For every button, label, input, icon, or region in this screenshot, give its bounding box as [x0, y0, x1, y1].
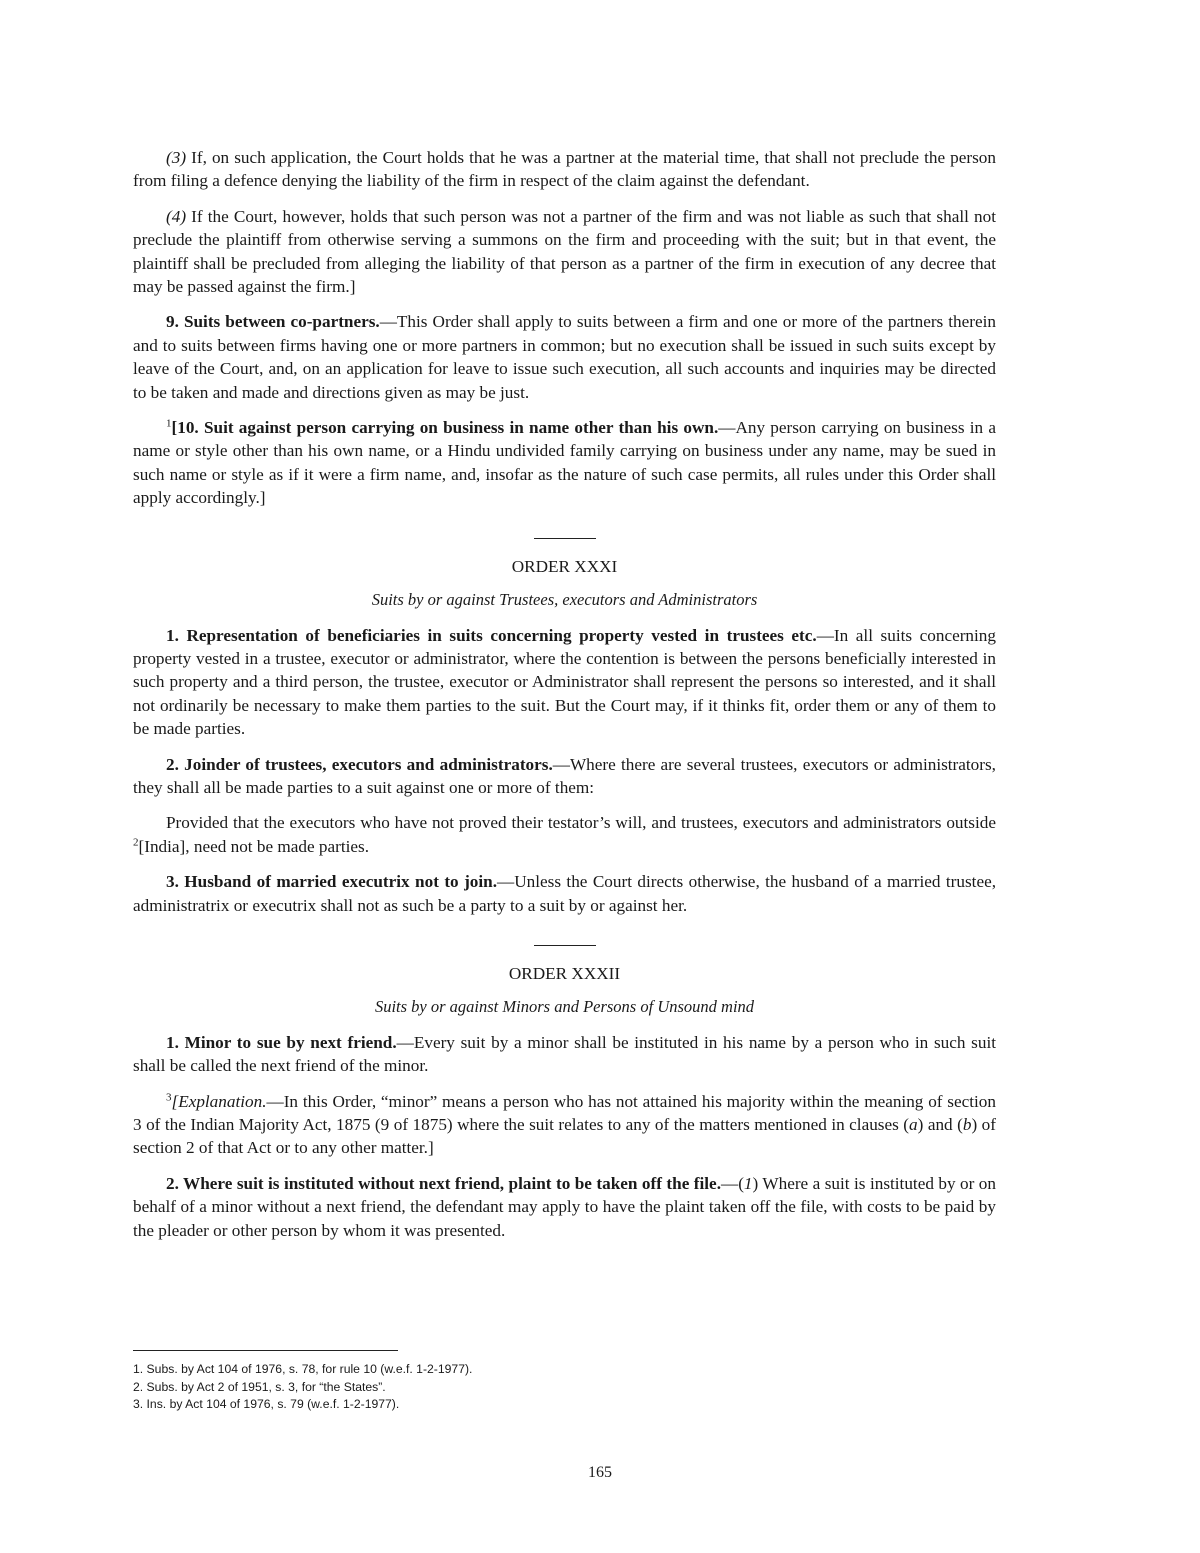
proviso-text: Provided that the executors who have not proved their testator’s will, and trustees, executors and administrators outside: [166, 813, 996, 833]
paragraph-3: [133, 146, 996, 193]
order31-rule-2: [133, 753, 996, 800]
rule-heading: 2. Where suit is instituted without next friend, plaint to be taken off the file.: [166, 1173, 721, 1193]
rule-heading: 1. Representation of beneficiaries in suits concerning property vested in trustees etc.: [166, 625, 817, 645]
rule-dash: —(: [721, 1173, 744, 1193]
order32-rule-1: [133, 1031, 996, 1078]
rule-heading: 3. Husband of married executrix not to join.: [166, 872, 498, 892]
order-subtitle: Suits by or against Minors and Persons of Unsound mind: [374, 997, 755, 1017]
rule-text: —Any person carrying on business in a name or style other than his own name, or a Hindu undivided family carrying on business under any name, may be sued in such name or style as if it were a firm name, and, insofar as the nature of such case permits, all rules under this Order shall apply accordingly.]: [133, 418, 996, 508]
page-number: 165: [588, 1464, 612, 1481]
footnote-2: 2. Subs. by Act 2 of 1951, s. 3, for “the States”.: [133, 1379, 386, 1394]
paragraph-text: If, on such application, the Court holds that he was a partner at the material time, that shall not preclude the person from filing a defence denying the liability of the firm in respect of the claim against the defendant.: [133, 148, 996, 191]
order32-rule-2: [133, 1172, 996, 1242]
rule-heading: 2. Joinder of trustees, executors and administrators.: [166, 754, 553, 774]
explanation-label: [Explanation.: [171, 1091, 267, 1111]
footnote-rule: [133, 1350, 398, 1351]
rule-text: —Unless the Court directs otherwise, the husband of a married trustee, administratrix or executrix shall not as such be a party to a suit by or against her.: [133, 872, 996, 915]
proviso-text: [India], need not be made parties.: [138, 836, 370, 856]
rule-text: —Every suit by a minor shall be instituted in his name by a person who in such suit shall be called the next friend of the minor.: [133, 1032, 996, 1076]
order-title: ORDER XXXI: [511, 556, 618, 576]
footnote-ref: 2: [133, 836, 139, 849]
rule-heading: 9. Suits between co-partners.: [166, 312, 380, 332]
order-title: ORDER XXXII: [508, 963, 621, 983]
sub-rule-number: (4): [166, 206, 187, 226]
section-divider: [534, 538, 596, 539]
sub-rule-number: (3): [166, 148, 187, 167]
order31-proviso: [133, 811, 996, 858]
order31-rule-1: [133, 624, 996, 741]
explanation-text: ) of section 2 of that Act or to any other matter.]: [133, 1115, 996, 1158]
explanation-text: ) and (: [917, 1115, 963, 1134]
order-subtitle: Suits by or against Trustees, executors and Administrators: [371, 590, 758, 610]
rule-text: ) Where a suit is instituted by or on behalf of a minor without a next friend, the defendant may apply to have the plaint taken off the file, with costs to be paid by the pleader or other person by whom it was presented.: [133, 1173, 996, 1240]
explanation-text: —In this Order, “minor” means a person who has not attained his majority within the meaning of section 3 of the Indian Majority Act, 1875 (9 of 1875) where the suit relates to any of the matters mentioned in clauses (: [133, 1091, 996, 1134]
rule-text: —This Order shall apply to suits between a firm and one or more of the partners therein and to suits between firms having one or more partners in common; but no execution shall be issued in such suits except by leave of the Court, and, on an application for leave to issue such execution, all such accounts and inquiries may be directed to be taken and made and directions given as may be just.: [133, 312, 996, 402]
clause-letter: a: [909, 1115, 918, 1134]
sub-rule-number: 1: [743, 1173, 753, 1193]
footnotes: [133, 1350, 996, 1414]
section-divider: [534, 945, 596, 946]
footnote-ref: 3: [166, 1090, 172, 1103]
footnote-1: 1. Subs. by Act 104 of 1976, s. 78, for rule 10 (w.e.f. 1-2-1977).: [133, 1362, 473, 1376]
rule-heading: 1. Minor to sue by next friend.: [166, 1032, 397, 1052]
clause-letter: b: [962, 1115, 972, 1134]
rule-heading: [10. Suit against person carrying on business in name other than his own.: [171, 418, 719, 438]
rule-text: —Where there are several trustees, executors or administrators, they shall all be made parties to a suit against one or more of them:: [133, 754, 996, 797]
footnote-ref: 1: [166, 417, 172, 430]
rule-text: —In all suits concerning property vested in a trustee, executor or administrator, where the contention is between the persons beneficially interested in such property and a third person, the trustee, executor or Administrator shall represent the persons so interested, and it shall not ordinarily be necessary to make them parties to the suit. But the Court may, if it thinks fit, order them or any of them to be made parties.: [133, 625, 996, 739]
order32-explanation: [133, 1090, 996, 1160]
rule-10: [133, 416, 996, 510]
order31-rule-3: [133, 870, 996, 917]
footnote-3: 3. Ins. by Act 104 of 1976, s. 79 (w.e.f. 1-2-1977).: [133, 1397, 400, 1411]
paragraph-text: If the Court, however, holds that such person was not a partner of the firm and was not liable as such that shall not preclude the plaintiff from otherwise serving a summons on the firm and proceeding with the suit; but in that event, the plaintiff shall be precluded from alleging the liability of that person as a partner of the firm in execution of any decree that may be passed against the firm.]: [133, 206, 996, 297]
rule-9: [133, 310, 996, 404]
paragraph-4: [133, 205, 996, 299]
document-body: [133, 146, 996, 1254]
